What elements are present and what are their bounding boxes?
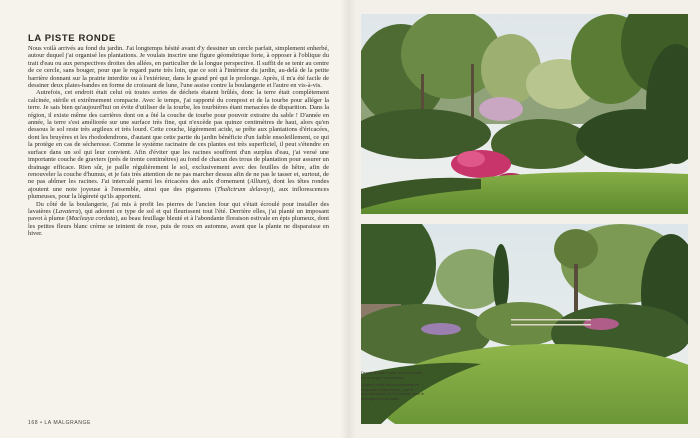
page-folio: 168 • LA MALGRANGE — [28, 420, 92, 426]
book-gutter — [340, 0, 356, 438]
page-title: LA PISTE RONDE — [28, 33, 116, 44]
article-body — [28, 45, 329, 238]
photo-caption-bottom: La piste ronde avec la silhouette en cinquante pétaquetonne, puis la bannière étalée de l'if d'Irlande dans le prolongement du jardin. — [361, 383, 424, 401]
garden-photo-orchard — [361, 14, 688, 214]
photo-caption-top: Depuis la piste ronde, la vue s'écoule sur le verger de pommiers. — [361, 371, 422, 380]
paragraph-3: Du côté de la boulangerie, j'ai mis à profit les pierres de l'ancien four qui s'était écroulé pour installer des lavatères (Lavatera), qui adorent ce type de sol et qui fleurissent tout l'été. Derrière elles, j'ai planté un imposant pavot à plume (Macleaya cordata), au beau feuillage bleuté et à l'abondante floraison estivale en épis plumeux, dont les petites fleurs blanc crème se teintent de rose, puis de roux en automne, avant que la plante ne disparaisse en hiver. — [28, 200, 329, 238]
left-page — [0, 0, 348, 438]
paragraph-1: Nous voilà arrivés au fond du jardin. J'ai longtemps hésité avant d'y dessiner un cercle parfait, simplement enherbé, autour duquel j'ai organisé les plantations. Je voulais inscrire une figure géométrique forte, à opposer à l'oblique du trait d'eau ou aux perspectives droites des allées, en particulier de la longue perspective. Il suffit de se tenir au centre de ce cercle, sans bouger, pour que le regard parte très loin, que ce soit à l'intérieur du jardin, au-delà de la petite barrière donnant sur la prairie interdite ou à l'extérieur, dans le grand pré qui le prolonge. Après, il m'a été facile de dessiner deux plates-bandes en forme de croissant de lune, l'une assise contre la boulangerie et l'autre en vis-à-vis. — [28, 45, 329, 90]
paragraph-2: Autrefois, cet endroit était celui où toutes sortes de déchets étaient brûlés, donc la terre était complètement calcinée, stérile et extrêmement compacte. Avec le temps, j'ai rapporté du compost et de la tourbe pour alléger la terre. Je sais bien qu'aujourd'hui on évite d'utiliser de la tourbe, les tourbières étant menacées de disparition. Dans la région, il existe même des carrières dont on a ôté la couche de tourbe pour pouvoir extraire du sable ! D'année en année, la terre s'est améliorée sur une surface très fine, qui n'excède pas quinze centimètres de haut, alors qu'en dessous le sol reste très argileux et très lourd. Cette couche, légèrement acide, se prête aux plantations d'éricacées, dont les bruyères et les rhododendrons, d'autant que cette partie du jardin bénéficie d'un faible ensoleillement, ce qui la protège en cas de sécheresse. Comme le système racinaire de ces plantes est très superficiel, il peut s'étendre en surface dans un sol qui leur convient. Afin d'éviter que les racines souffrent d'un surplus d'eau, j'ai versé une importante couche de graviers (près de trente centimètres) au fond de chacun des trous de plantation pour assurer un drainage efficace. Rien sûr, je paille régulièrement le sol, exclusivement avec des feuilles de hêtre, afin de renouveler la couche d'humus, et je fais très attention de ne pas marcher dessus afin de ne pas le tasser et, surtout, de ne pas abîmer les racines. J'ai intercalé parmi les éricacées des aulx d'ornement (Allium), dont les têtes rondes ajoutent une note joyeuse à l'ensemble, ainsi que des pigamons (Thalictrum delavayi), aux inflorescences plumeuses, pour la légèreté qu'ils apportent. — [28, 89, 329, 201]
